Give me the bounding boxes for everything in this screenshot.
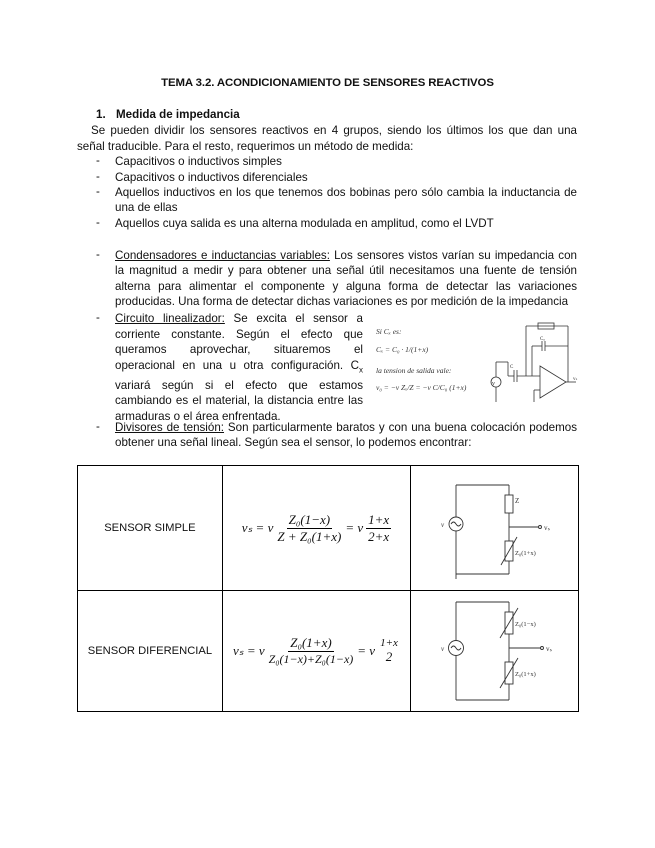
- figure-text-line4: v₀ = −v Zₓ/Z = −v C/C₀ (1+x): [376, 383, 467, 392]
- divisores-text: Son particularmente baratos y con una buena colocación podemos obtener una señal lineal. Según sea el sensor, lo podemos encontrar:: [115, 421, 577, 450]
- linealizer-figure: [374, 318, 580, 410]
- table-row: [78, 591, 579, 712]
- label-vs: vₛ: [546, 645, 553, 653]
- list-item: Capacitivos o inductivos diferenciales: [115, 171, 308, 184]
- section-heading: [96, 108, 240, 121]
- list-item: Aquellos cuya salida es una alterna modulada en amplitud, como el LVDT: [115, 217, 494, 230]
- formula-num: Z₀(1−x): [288, 511, 331, 527]
- label-v: v: [441, 645, 445, 653]
- table-row: [78, 466, 579, 591]
- formula-num2: 1+x: [368, 511, 390, 527]
- figure-label-v: v: [492, 381, 495, 387]
- formula-eq: = v: [357, 643, 376, 658]
- label-v: v: [441, 521, 445, 529]
- formula-den: Z₀(1−x)+Z₀(1−x): [268, 652, 354, 666]
- label-z2: Z₀(1+x): [515, 671, 536, 678]
- formula-den2: 2+x: [368, 528, 390, 544]
- formula-differential: [223, 635, 410, 667]
- condensadores-item: [115, 248, 577, 309]
- simple-divider-circuit: [411, 467, 576, 589]
- bullet-dash: -: [96, 170, 100, 183]
- label-zs: Z₀(1+x): [515, 550, 536, 557]
- divisores-label: Divisores de tensión:: [115, 421, 225, 434]
- formula-fraction2: [378, 637, 400, 665]
- formula-fraction: [269, 635, 354, 667]
- figure-text-line2: Cₓ = C₀ · 1/(1+x): [376, 345, 429, 354]
- figure-label-vs: vₛ: [573, 377, 578, 382]
- intro-paragraph: Se pueden dividir los sensores reactivos en 4 grupos, siendo los últimos los que dan una señal traducible. Para el resto, requerimos un método de medida:: [77, 124, 577, 153]
- bullet-dash: -: [96, 216, 100, 229]
- figure-label-cx: Cₓ: [540, 337, 545, 342]
- circuito-label: Circuito linealizador:: [115, 312, 225, 325]
- divisores-item: [115, 420, 577, 451]
- label-z1: Z₀(1−x): [515, 621, 536, 628]
- differential-divider-circuit: [411, 592, 576, 710]
- circuito-subscript: x: [359, 365, 363, 375]
- formula-fraction: [277, 512, 341, 545]
- section-number: 1.: [96, 108, 106, 121]
- formula-cell: [222, 591, 410, 712]
- bullet-dash: -: [96, 248, 100, 261]
- formula-simple: [223, 512, 410, 545]
- page-title: TEMA 3.2. ACONDICIONAMIENTO DE SENSORES REACTIVOS: [161, 77, 494, 89]
- circuito-text-after: variará según si el efecto que estamos cambiando es el material, la distancia entre las armaduras o el área enfrentada.: [115, 378, 363, 423]
- formula-lhs: vₛ = v: [241, 520, 274, 535]
- figure-text-line3: la tension de salida vale:: [376, 366, 452, 375]
- formula-cell: [222, 466, 410, 591]
- formula-den2: 2: [385, 649, 393, 664]
- formula-fraction2: [366, 512, 391, 545]
- figure-label-c: C: [510, 365, 514, 370]
- figure-text-line1: Si Cₓ es:: [376, 327, 402, 336]
- formula-eq: = v: [345, 520, 364, 535]
- circuit-cell: [411, 591, 579, 712]
- formula-num2: 1+x: [380, 637, 398, 649]
- label-z: Z: [515, 497, 520, 505]
- sensor-table: [77, 465, 579, 712]
- circuito-text-before: Se excita el sensor a corriente constante. Según el efecto que queramos aprovechar, situaremos el operacional en una u otra configuración. C: [115, 312, 364, 372]
- bullet-dash: -: [96, 154, 100, 167]
- formula-den: Z + Z₀(1+x): [277, 528, 342, 544]
- condensadores-text: Los sensores vistos varían su impedancia con la magnitud a medir y para obtener una señal útil necesitamos una fuente de tensión alterna para alimentar el componente y alguna forma de detectar las variaciones producidas. Una forma de detectar dichas variaciones es por medición de la impedancia: [115, 249, 577, 308]
- op-amp-circuit: [480, 318, 580, 410]
- bullet-dash: -: [96, 185, 100, 198]
- sensor-name-cell: SENSOR SIMPLE: [78, 466, 223, 591]
- sensor-name-cell: SENSOR DIFERENCIAL: [78, 591, 223, 712]
- section-title: Medida de impedancia: [116, 108, 240, 121]
- list-item: Capacitivos o inductivos simples: [115, 155, 282, 168]
- list-item: Aquellos inductivos en los que tenemos dos bobinas pero sólo cambia la inductancia de una de ellas: [115, 186, 577, 215]
- circuito-item: [115, 311, 363, 424]
- condensadores-label: Condensadores e inductancias variables:: [115, 249, 330, 262]
- label-vs: vₛ: [544, 524, 551, 532]
- formula-lhs: vₛ = v: [232, 643, 265, 658]
- circuit-cell: [411, 466, 579, 591]
- bullet-dash: -: [96, 420, 100, 433]
- formula-num: Z₀(1+x): [290, 635, 332, 650]
- bullet-dash: -: [96, 311, 100, 324]
